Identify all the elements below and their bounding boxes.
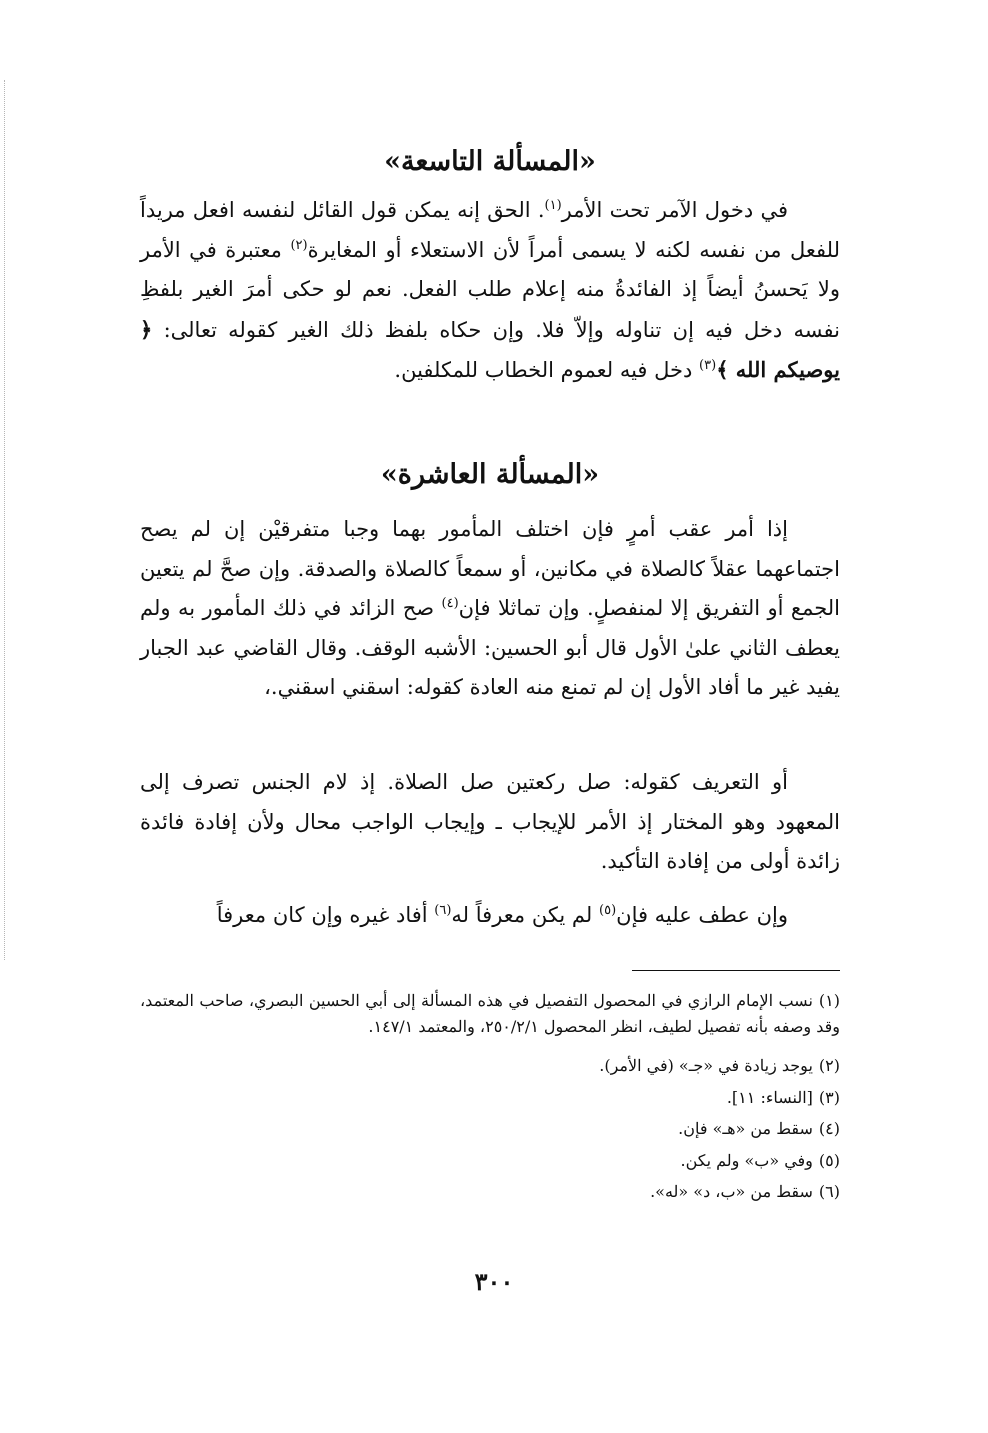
footnote-text: سقط من «ب، د» «له». xyxy=(650,1182,813,1202)
section-tenth-paragraph-2 xyxy=(140,763,840,882)
section-tenth-paragraph-3 xyxy=(140,896,840,936)
text-run: أفاد غيره وإن كان معرفاً xyxy=(216,903,435,927)
quran-quote: ﴿ يوصيكم الله ﴾ xyxy=(140,316,840,383)
footnote-text: نسب الإمام الرازي في المحصول التفصيل في هذه المسألة إلى أبي الحسين البصري، صاحب المعتمد، وقد وصفه بأنه تفصيل لطيف، انظر المحصول ٢٥٠/٢/١، والمعتمد ١٤٧/١. xyxy=(140,991,840,1037)
text-run: معتبرة في الأمر ولا يَحسنُ أيضاً إذ الفائدةُ منه إعلام طلب الفعل. نعم لو حكى أمرَ الغير بلفظِ نفسه دخل فيه إن تناوله وإلاّ فلا. وإن حكاه بلفظ ذلك الغير كقوله تعالى: xyxy=(140,237,840,342)
text-run: صح الزائد في ذلك المأمور به ولم يعطف الثاني علىٰ الأول قال أبو الحسين: الأشبه الوقف. وقال القاضي عبد الجبار يفيد غير ما أفاد الأول إن لم تمنع منه العادة كقوله: اسقني اسقني.، xyxy=(140,596,840,700)
footnote-number: (٢) xyxy=(818,1056,840,1076)
footnote-item xyxy=(140,1113,840,1145)
footnote-item xyxy=(140,1145,840,1177)
footnote-number: (٣) xyxy=(818,1087,840,1107)
footnote-separator xyxy=(632,970,840,971)
text-run: إذا أمر عقب أمرٍ فإن اختلف المأمور بهما وجبا متفرقيْن إن لم يصح اجتماعهما عقلاً كالصلاة في مكانين، أو سمعاً كالصلاة والصدقة. وإن صحَّ لم يتعين الجمع أو التفريق إلا لمنفصلٍ. وإن تماثلا فإن xyxy=(140,517,840,621)
footnote-text: وفي «ب» ولم يكن. xyxy=(680,1150,813,1170)
footnote-ref: (٣) xyxy=(699,358,717,374)
scan-edge-marks xyxy=(4,80,7,960)
footnote-ref: (٤) xyxy=(441,596,459,612)
footnote-ref: (١) xyxy=(544,198,562,213)
text-run: في دخول الآمر تحت الأمر xyxy=(561,198,788,222)
text-run: لم يكن معرفاً له xyxy=(451,903,599,927)
footnote-ref: (٦) xyxy=(434,903,452,918)
text-run: أو التعريف كقوله: صل ركعتين صل الصلاة. إذ لام الجنس تصرف إلى المعهود وهو المختار إذ الأمر للإيجاب ـ وإيجاب الواجب محال ولأن إفادة فائدة زائدة أولى من إفادة التأكيد. xyxy=(140,770,840,874)
footnote-item xyxy=(140,988,840,1040)
section-heading-tenth: «المسألة العاشرة» xyxy=(380,459,600,490)
section-ninth-paragraph xyxy=(140,191,840,391)
footnote-ref: (٢) xyxy=(290,237,308,253)
footnote-text: [النساء: ١١]. xyxy=(726,1087,813,1107)
footnote-number: (١) xyxy=(818,991,840,1010)
footnote-ref: (٥) xyxy=(599,903,617,918)
footnote-item xyxy=(140,1176,840,1208)
section-tenth-paragraph-1 xyxy=(140,510,840,708)
footnote-item xyxy=(140,1050,840,1082)
footnote-number: (٤) xyxy=(818,1119,840,1139)
footnote-item xyxy=(140,1082,840,1114)
footnote-text: يوجد زيادة في «جـ» (في الأمر). xyxy=(599,1056,813,1076)
section-heading-ninth: «المسألة التاسعة» xyxy=(384,146,596,177)
footnotes-list xyxy=(140,988,840,1208)
text-run: . الحق إنه يمكن قول القائل لنفسه افعل مريداً للفعل من نفسه لكنه لا يسمى أمراً لأن الاستعلاء أو المغايرة xyxy=(140,198,841,262)
footnote-text: سقط من «هـ» فإن. xyxy=(678,1119,813,1139)
text-run: وإن عطف عليه فإن xyxy=(616,903,788,927)
footnote-number: (٦) xyxy=(818,1182,840,1202)
footnote-number: (٥) xyxy=(818,1150,840,1170)
text-run: دخل فيه لعموم الخطاب للمكلفين. xyxy=(394,358,700,383)
page-number: ٣٠٠ xyxy=(474,1267,514,1296)
